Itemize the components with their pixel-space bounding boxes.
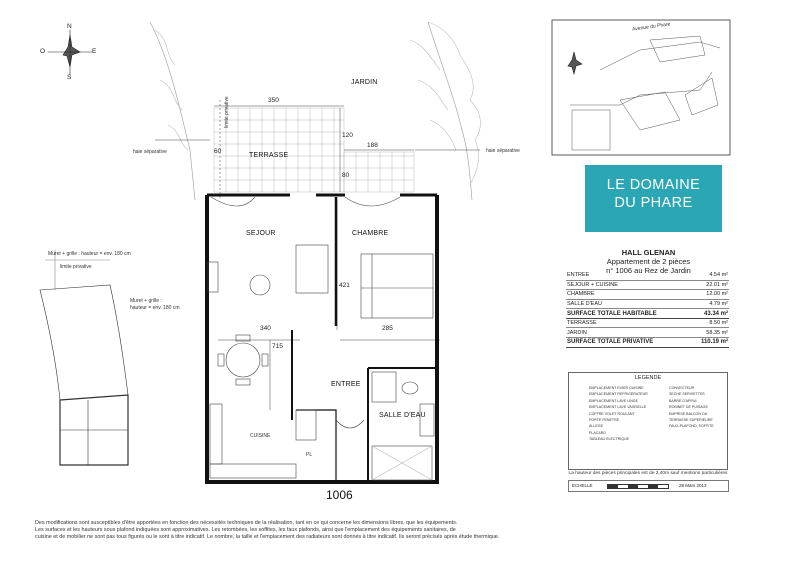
surface-label: TERRASSE [566,318,690,328]
legend-item: COFFRE VOLET ROULANT [589,411,635,416]
garden-vegetation [150,22,480,200]
compass-o: O [40,48,46,55]
label-jardin: JARDIN [351,79,378,86]
disclaimer-line: Des modifications sont susceptibles d'être apportées en fonction des nécessités techniques de la réalisation, tant en ce qui concerne les dimensions libres, que les équipements. [35,520,458,526]
legend-item: ALLEGE [589,424,603,429]
surface-label: SEJOUR + CUISINE [566,280,690,290]
disclaimer-line: cuisine et de mobilier ne sont pas tous figurés ou le sont à titre indicatif. Le nombre, la taille et l'emplacement des radiateurs sont donnés à titre indicatif. Ils seront précisés après étude thermique. [35,534,500,540]
brand-logo [585,165,722,232]
legend-item: FAUX-PLAFOND, SOFFITE [669,424,714,429]
label-haie-left: haie séparative [133,149,167,155]
dim-340: 340 [260,325,271,332]
label-entree: ENTREE [331,381,361,388]
legend-item: EMPLACEMENT REFRIGERATEUR [589,392,648,397]
inset-muret1: Muret + grille : hauteur = env. 180 cm [48,251,131,257]
legend-item: SECHE SERVIETTES [669,392,705,397]
scale-date: 28 Mars 2013 [679,483,707,488]
disclaimer-line: Les surfaces et les hauteurs sous plafond indiquées sont approximatives. Les retombées, les soffites, les faux plafonds, ainsi que l'emplacement des équipements sanitaires, de [35,527,456,533]
surface-label: SALLE D'EAU [566,299,690,309]
dim-188: 188 [367,142,378,149]
compass-e: E [92,48,97,55]
label-sejour: SEJOUR [246,230,276,237]
hall-subtitle2: n° 1006 au Rez de Jardin [606,266,691,275]
surface-label: ENTREE [566,271,690,280]
scale-label: ECHELLE [572,483,593,488]
legend-item: EMPLACEMENT LAVE LINGE [589,398,638,403]
legend-box [568,372,728,470]
scale-bar [568,480,729,492]
surface-row [566,299,729,309]
legend-right-column [669,385,727,430]
surface-label: CHAMBRE [566,290,690,300]
window-doors [211,197,400,206]
legend-item: PLACARD [589,430,606,435]
label-salle-eau: SALLE D'EAU [379,412,426,419]
furniture [208,245,434,480]
dim-285: 285 [382,325,393,332]
logo-line2: DU PHARE [614,195,693,211]
legend-item: EMPRISE BALCON OU TERRASSE SUPERIEURE [669,411,713,423]
surface-label: SURFACE TOTALE HABITABLE [566,309,690,319]
legend-item: CONVECTEUR [669,386,695,390]
dim-120: 120 [342,132,353,139]
inset-muret2: Muret + grille : [130,298,162,304]
dimension-lines [155,100,480,410]
label-pl: PL [306,452,313,458]
site-street: Avenue du Phare [631,21,671,33]
legend-item: ROBINET DE PUISAGE [669,405,708,410]
surface-value: 110.19 m² [690,338,729,348]
label-chambre: CHAMBRE [352,230,389,237]
surface-row [566,338,729,348]
legend-item: TABLEAU ELECTRIQUE [589,437,630,442]
apartment-walls [207,195,437,482]
logo-line1: LE DOMAINE [606,177,701,193]
surface-row [566,309,729,319]
dim-80: 80 [342,172,350,179]
hall-subtitle1: Appartement de 2 pièces [606,257,691,266]
label-terrasse: TERRASSE [249,152,289,159]
surface-value: 43.34 m² [690,309,729,319]
legend-item: EMPLACEMENT EVIER CUISINE [589,386,644,390]
legend-item: EMPLACEMENT LAVE VAISSELLE [589,405,647,410]
surface-label: SURFACE TOTALE PRIVATIVE [566,338,690,348]
label-limite: limite privative [224,96,230,128]
disclaimer [35,520,575,541]
height-footnote: La hauteur des pièces principales est de 2,40m sauf mentions particulières [568,471,728,476]
private-garden-inset [40,250,128,465]
surface-row [566,271,729,280]
dim-715: 715 [272,343,283,350]
site-compass [568,52,582,74]
surface-value: 8.50 m² [690,318,729,328]
hall-title: HALL GLENAN [621,248,676,257]
compass-n: N [67,23,72,30]
legend-left-column [589,385,648,443]
dim-60: 60 [214,148,222,155]
surface-row [566,328,729,338]
compass-s: S [67,74,72,81]
legend-item: PORTE FENETRE [589,418,620,423]
lot-number: 1006 [326,488,353,502]
surface-value: 4.79 m² [690,299,729,309]
surface-value: 22.01 m² [690,280,729,290]
legend-item: BARRE D'APPUI [669,398,697,403]
dim-421: 421 [339,282,350,289]
label-haie-right: haie séparative [486,148,520,154]
surface-table [566,271,729,348]
compass-rose [48,30,92,75]
surface-row [566,318,729,328]
surface-row [566,280,729,290]
inset-muret2b: hauteur = env. 180 cm [130,305,180,311]
legend-title: LEGENDE [634,375,662,381]
dim-350: 350 [268,97,279,104]
surface-row [566,290,729,300]
surface-value: 58.35 m² [690,328,729,338]
inset-limite: limite privative [60,264,92,270]
label-cuisine: CUISINE [250,433,271,439]
site-plan [552,20,730,155]
surface-label: JARDIN [566,328,690,338]
surface-value: 4.54 m² [690,271,729,280]
surface-value: 12.00 m² [690,290,729,300]
scale-graphic [607,484,669,489]
